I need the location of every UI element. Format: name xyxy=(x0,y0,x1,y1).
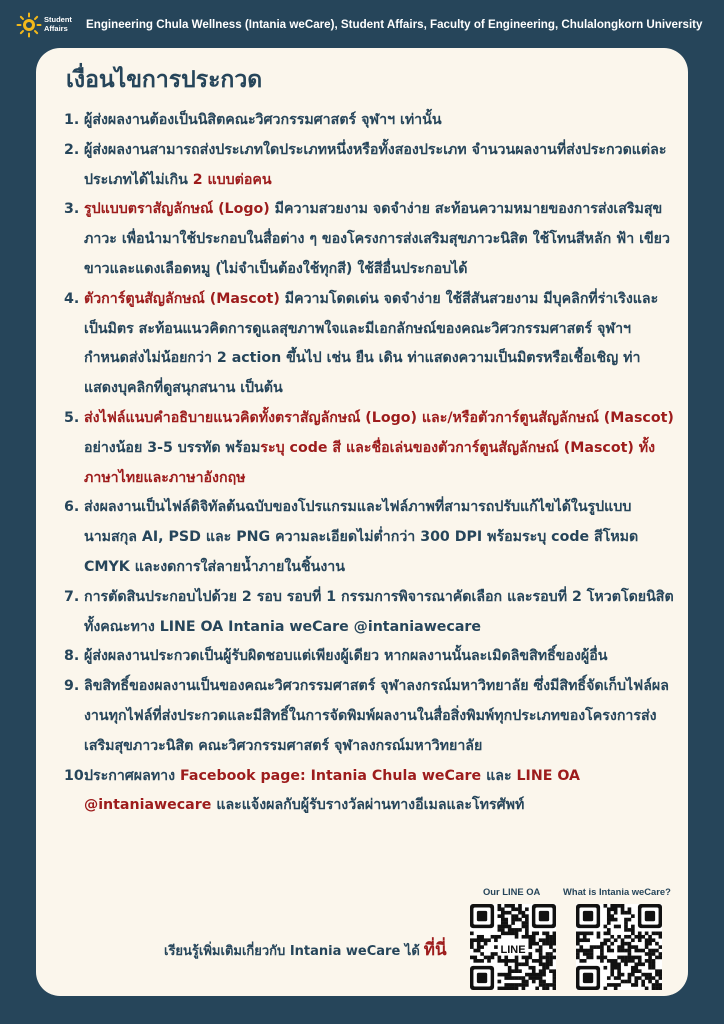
rule-text: ผู้ส่งผลงานต้องเป็นนิสิตคณะวิศวกรรมศาสตร์ จุฬาฯ เท่านั้น xyxy=(84,112,442,128)
learn-more-label: เรียนรู้เพิ่มเติมเกี่ยวกับ Intania weCare ได้ xyxy=(164,944,420,959)
rule-item xyxy=(64,136,674,196)
logo-line-1: Student xyxy=(44,15,72,24)
qr-line-label: Our LINE OA xyxy=(483,886,541,897)
rule-highlight-text: ส่งไฟล์แนบคำอธิบายแนวคิดทั้งตราสัญลักษณ์ (Logo) และ/หรือตัวการ์ตูนสัญลักษณ์ (Mascot) xyxy=(84,409,674,426)
student-affairs-logo xyxy=(16,12,76,40)
rule-number: 7. xyxy=(64,588,80,605)
rule-item xyxy=(64,195,674,284)
rule-number: 5. xyxy=(64,409,80,426)
rule-item xyxy=(64,285,674,404)
line-oa-qr-code[interactable] xyxy=(470,904,556,990)
rule-text: การตัดสินประกอบไปด้วย 2 รอบ รอบที่ 1 กรรมการพิจารณาคัดเลือก และรอบที่ 2 โหวตโดยนิสิตทั้งคณะทาง LINE OA Intania weCare @intaniawecare xyxy=(84,588,674,635)
page-title: เงื่อนไขการประกวด xyxy=(66,67,263,93)
logo-line-2: Affairs xyxy=(44,24,68,33)
logo-text xyxy=(44,15,72,33)
rule-item xyxy=(64,642,674,672)
rule-item xyxy=(64,762,674,822)
rule-highlight-text: ตัวการ์ตูนสัญลักษณ์ (Mascot) xyxy=(84,290,280,307)
rules-card xyxy=(36,48,688,996)
rule-highlight-text: Facebook page: Intania Chula weCare xyxy=(180,767,482,784)
rule-text: ผู้ส่งผลงานสามารถส่งประเภทใดประเภทหนึ่งหรือทั้งสองประเภท จำนวนผลงานที่ส่งประกวดแต่ละประเภทได้ไม่เกิน xyxy=(84,141,667,188)
learn-more-text xyxy=(164,936,447,963)
rule-item xyxy=(64,106,674,136)
rule-number: 9. xyxy=(64,678,80,695)
qr-about-label: What is Intania weCare? xyxy=(563,886,671,897)
header-bar xyxy=(0,0,724,48)
rule-text: และแจ้งผลกับผู้รับรางวัลผ่านทางอีเมลและโทรศัพท์ xyxy=(211,797,525,814)
rule-number: 10. xyxy=(64,767,90,784)
rule-item xyxy=(64,493,674,582)
rule-number: 3. xyxy=(64,201,80,218)
rule-text: ประกาศผลทาง xyxy=(84,767,181,784)
rule-highlight-text: LINE OA @intaniawecare xyxy=(84,767,580,814)
rule-text: ส่งผลงานเป็นไฟล์ดิจิทัลต้นฉบับของโปรแกรมและไฟล์ภาพที่สามารถปรับแก้ไขได้ในรูปแบบนามสกุล AI, PSD และ PNG ความละเอียดไม่ต่ำกว่า 300 DPI พร้อมระบุ code สีโหมด CMYK และงดการใส่ลายน้ำภายในชิ้นงาน xyxy=(84,499,639,575)
rule-number: 2. xyxy=(64,141,80,158)
rule-text: ลิขสิทธิ์ของผลงานเป็นของคณะวิศวกรรมศาสตร์ จุฬาลงกรณ์มหาวิทยาลัย ซึ่งมีสิทธิ์จัดเก็บไฟล์ผลงานทุกไฟล์ที่ส่งประกวดและมีสิทธิ์ในการจัดพิมพ์ผลงานในสื่อสิ่งพิมพ์ทุกประเภทของโครงการส่งเสริมสุขภาวะนิสิต คณะวิศวกรรมศาสตร์ จุฬาลงกรณ์มหาวิทยาลัย xyxy=(84,678,669,754)
rule-text: และ xyxy=(481,767,517,784)
rule-number: 4. xyxy=(64,290,80,307)
rule-text: ผู้ส่งผลงานประกวดเป็นผู้รับผิดชอบแต่เพียงผู้เดียว หากผลงานนั้นละเมิดลิขสิทธิ์ของผู้อื่น xyxy=(84,648,608,665)
rule-highlight-text: ระบุ code สี และชื่อเล่นของตัวการ์ตูนสัญลักษณ์ (Mascot) ทั้งภาษาไทยและภาษาอังกฤษ xyxy=(84,439,656,486)
rule-text: อย่างน้อย 3-5 บรรทัด พร้อม xyxy=(84,439,261,456)
rule-number: 8. xyxy=(64,648,80,665)
rule-item xyxy=(64,583,674,643)
rule-number: 6. xyxy=(64,499,80,516)
about-weCare-qr-code[interactable] xyxy=(576,904,662,990)
header-title: Engineering Chula Wellness (Intania weCare), Student Affairs, Faculty of Engineering, Chulalongkorn University xyxy=(86,18,703,31)
rule-item xyxy=(64,672,674,761)
rule-text: มีความโดดเด่น จดจำง่าย ใช้สีสันสวยงาม มีบุคลิกที่ร่าเริงและเป็นมิตร สะท้อนแนวคิดการดูแลสุขภาพใจและมีเอกลักษณ์ของคณะวิศวกรรมศาสตร์ จุฬาฯ กำหนดส่งไม่น้อยกว่า 2 action ขึ้นไป เช่น ยืน เดิน ท่าแสดงความเป็นมิตรหรือเชื้อเชิญ ท่าแสดงบุคลิกที่ดูสนุกสนาน เป็นต้น xyxy=(84,290,659,397)
rule-text: มีความสวยงาม จดจำง่าย สะท้อนความหมายของการส่งเสริมสุขภาวะ เพื่อนำมาใช้ประกอบในสื่อต่าง ๆ ของโครงการส่งเสริมสุขภาวะนิสิต ใช้โทนสีหลัก ฟ้า เขียว ขาวและแดงเลือดหมู (ไม่จำเป็นต้องใช้ทุกสี) ใช้สีอื่นประกอบได้ xyxy=(84,201,670,277)
rule-highlight-text: 2 แบบต่อคน xyxy=(192,171,272,188)
here-link[interactable]: ที่นี่ xyxy=(423,940,447,960)
qr-center-label: LINE xyxy=(500,944,526,956)
rule-number: 1. xyxy=(64,112,80,128)
rule-highlight-text: รูปแบบตราสัญลักษณ์ (Logo) xyxy=(84,201,270,218)
rule-item xyxy=(64,404,674,493)
rules-list xyxy=(64,106,674,821)
sun-icon xyxy=(16,12,42,38)
